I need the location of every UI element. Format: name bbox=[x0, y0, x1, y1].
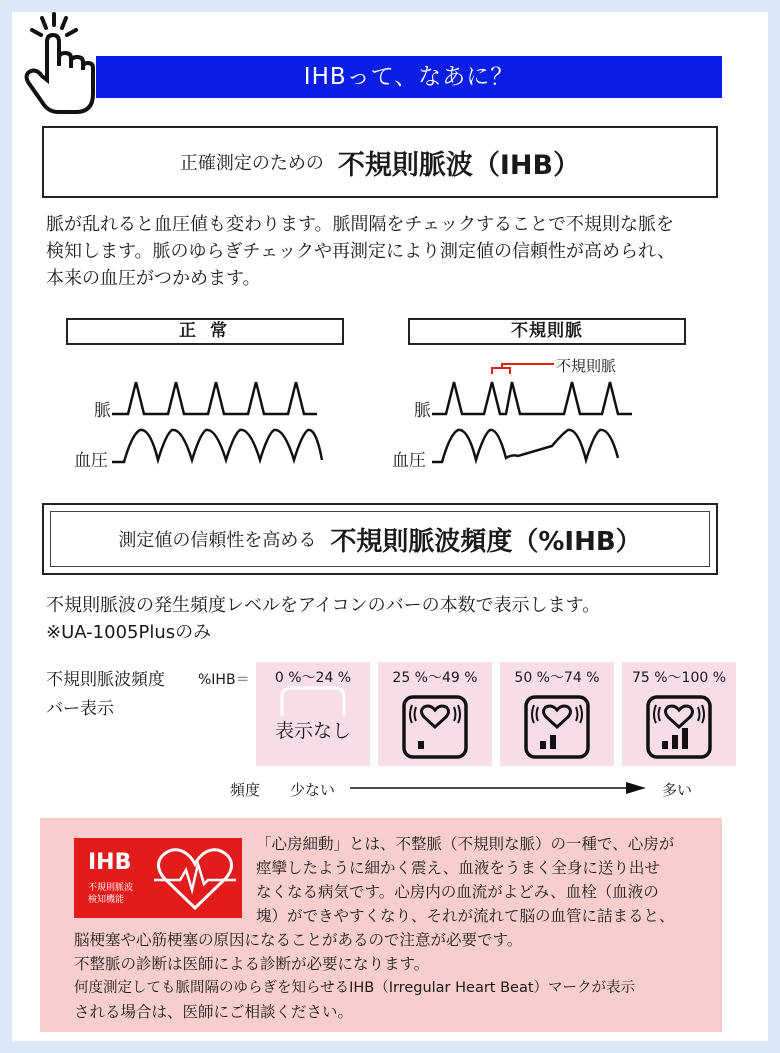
level-tile-0 bbox=[256, 662, 370, 766]
text-line: 検知機能 bbox=[88, 895, 125, 905]
heart-bar-3-icon bbox=[646, 695, 712, 759]
text-line: 検知します。脈のゆらぎチェックや再測定により測定値の信頼性が高められ、 bbox=[46, 241, 676, 262]
ihb-logo bbox=[74, 838, 242, 918]
less-label: 少ない bbox=[290, 781, 336, 799]
bp-label-normal: 血圧 bbox=[74, 451, 108, 471]
text-line: 「心房細動」とは、不整脈（不規則な脈）の一種で、心房が bbox=[256, 835, 675, 853]
heart-pulse-icon bbox=[154, 844, 236, 914]
level-range: 50 %～74 % bbox=[514, 670, 600, 686]
heading-prefix: 正確測定のための bbox=[179, 153, 324, 174]
faded-heart-icon bbox=[280, 686, 346, 716]
text-line: 塊）ができやすくなり、それが流れて脳の血管に詰まると、 bbox=[256, 907, 675, 925]
pulse-label-normal: 脈 bbox=[94, 401, 111, 421]
heart-bar-1-icon bbox=[402, 695, 468, 759]
frequency-arrow-icon bbox=[350, 778, 650, 798]
level-tile-2 bbox=[500, 662, 614, 766]
section-heading-percent-ihb bbox=[42, 503, 718, 575]
heading-main: 不規則脈波（IHB） bbox=[337, 149, 581, 181]
logo-text: IHB bbox=[88, 850, 132, 875]
text-line: なくなる病気です。心房内の血流がよどみ、血栓（血液の bbox=[256, 883, 659, 901]
text-line: される場合は、医師にご相談ください。 bbox=[74, 1003, 354, 1021]
pulse-label-irregular: 脈 bbox=[414, 401, 431, 421]
page-title: IHBって、なあに？ bbox=[96, 56, 722, 98]
heart-bar-2-icon bbox=[524, 695, 590, 759]
text-line: 不規則脈波の発生頻度レベルをアイコンのバーの本数で表示します。 bbox=[46, 595, 601, 616]
text-line: 本来の血圧がつかめます。 bbox=[46, 268, 261, 289]
normal-waveform-diagram bbox=[112, 372, 332, 472]
more-label: 多い bbox=[662, 781, 693, 799]
level-tile-1 bbox=[378, 662, 492, 766]
level-tile-3 bbox=[622, 662, 736, 766]
irregular-label: 不規則脈 bbox=[408, 318, 686, 345]
inner-frame bbox=[50, 511, 710, 567]
ihb-equals-label: %IHB＝ bbox=[198, 672, 250, 688]
level-range: 0 %～24 % bbox=[274, 670, 352, 686]
level-paragraph bbox=[46, 592, 736, 646]
level-range: 75 %～100 % bbox=[631, 670, 727, 686]
no-display-text: 表示なし bbox=[274, 720, 351, 742]
text-line: 不規則脈波頻度 bbox=[46, 670, 165, 690]
text-line: 脳梗塞や心筋梗塞の原因になることがあるので注意が必要です。 bbox=[74, 931, 523, 949]
section-heading-ihb bbox=[42, 126, 718, 198]
text-line: 脈が乱れると血圧値も変わります。脈間隔をチェックすることで不規則な脈を bbox=[46, 214, 675, 235]
bar-display-label bbox=[46, 666, 165, 724]
text-line: 不整脈の診断は医師による診断が必要になります。 bbox=[74, 955, 430, 973]
level-range: 25 %～49 % bbox=[392, 670, 478, 686]
irregular-pulse-callout: 不規則脈 bbox=[556, 357, 617, 375]
logo-subtext bbox=[88, 882, 133, 906]
text-line: 何度測定しても脈間隔のゆらぎを知らせるIHB（Irregular Heart Beat）マークが表示 bbox=[74, 980, 636, 996]
frequency-label: 頻度 bbox=[230, 781, 261, 799]
text-line: ※UA-1005Plusのみ bbox=[46, 622, 212, 643]
irregular-waveform-diagram bbox=[432, 360, 652, 472]
heading-prefix: 測定値の信頼性を高める bbox=[118, 530, 317, 551]
note-text-bottom bbox=[74, 928, 714, 1024]
intro-paragraph bbox=[46, 211, 736, 292]
pointing-hand-icon bbox=[20, 12, 96, 116]
note-text-top bbox=[256, 832, 706, 928]
text-line: 痙攣したように細かく震え、血液をうまく全身に送り出せ bbox=[256, 859, 660, 877]
text-line: 不規則脈波 bbox=[88, 883, 134, 893]
bp-label-irregular: 血圧 bbox=[392, 451, 426, 471]
heading-main: 不規則脈波頻度（%IHB） bbox=[330, 526, 642, 557]
text-line: バー表示 bbox=[46, 699, 114, 719]
normal-label: 正 常 bbox=[66, 318, 344, 345]
